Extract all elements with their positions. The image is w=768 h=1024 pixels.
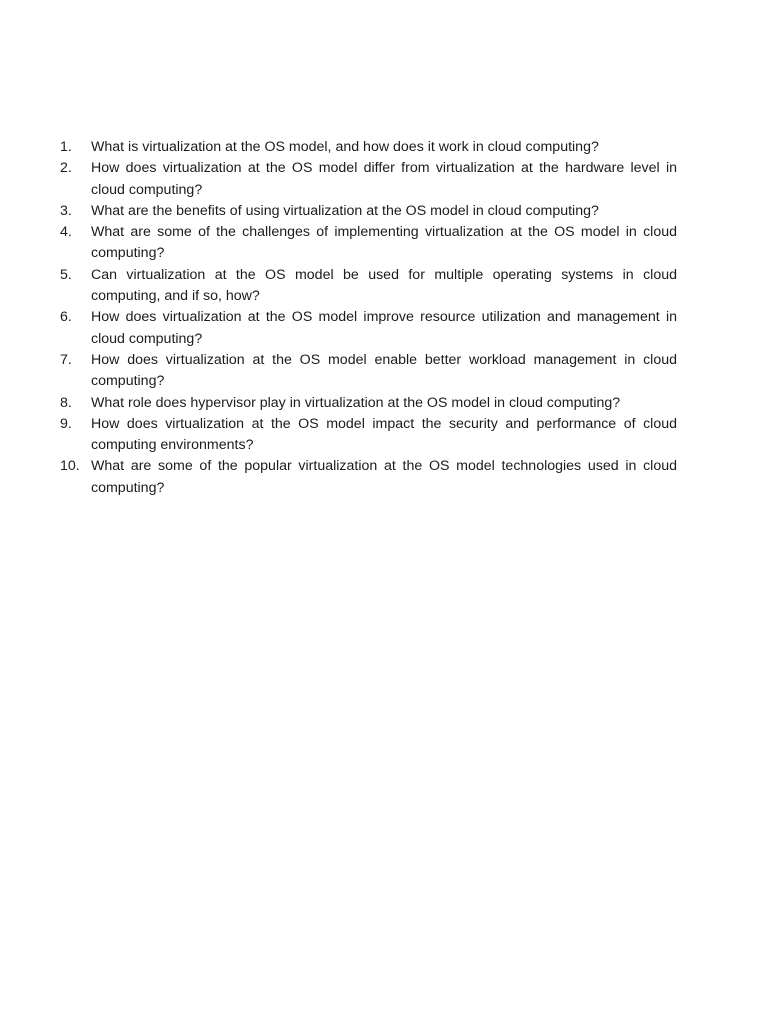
question-number: 3. xyxy=(60,202,72,219)
question-number: 7. xyxy=(60,351,72,368)
question-number: 5. xyxy=(60,266,72,283)
question-text: Can virtualization at the OS model be used for multiple operating systems in cloud computing, and if so, how? xyxy=(91,266,677,305)
question-text: What is virtualization at the OS model, and how does it work in cloud computing? xyxy=(91,139,599,155)
list-item xyxy=(60,222,677,265)
list-item xyxy=(60,414,677,457)
list-item xyxy=(60,158,677,201)
question-number: 10. xyxy=(60,458,80,475)
question-text: How does virtualization at the OS model impact the security and performance of cloud computing environments? xyxy=(91,415,677,454)
list-item xyxy=(60,456,677,499)
question-text: How does virtualization at the OS model differ from virtualization at the hardware level in cloud computing? xyxy=(91,160,677,198)
question-number: 2. xyxy=(60,160,72,177)
question-list xyxy=(60,137,677,499)
question-number: 9. xyxy=(60,415,72,432)
list-item xyxy=(60,307,677,350)
list-item xyxy=(60,393,677,414)
question-number: 4. xyxy=(60,224,72,241)
question-number: 1. xyxy=(60,139,72,155)
list-item xyxy=(60,137,677,158)
question-text: What role does hypervisor play in virtualization at the OS model in cloud computing? xyxy=(91,394,621,411)
question-text: What are the benefits of using virtualization at the OS model in cloud computing? xyxy=(91,202,599,219)
question-number: 6. xyxy=(60,309,72,326)
question-text: What are some of the challenges of implementing virtualization at the OS model in cloud computing? xyxy=(91,224,677,262)
list-item xyxy=(60,201,677,222)
question-text: How does virtualization at the OS model enable better workload management in cloud computing? xyxy=(91,351,677,390)
list-item xyxy=(60,350,677,393)
question-text: How does virtualization at the OS model improve resource utilization and management in cloud computing? xyxy=(91,309,677,347)
list-item xyxy=(60,265,677,308)
question-number: 8. xyxy=(60,394,72,411)
question-text: What are some of the popular virtualization at the OS model technologies used in cloud computing? xyxy=(91,458,677,496)
